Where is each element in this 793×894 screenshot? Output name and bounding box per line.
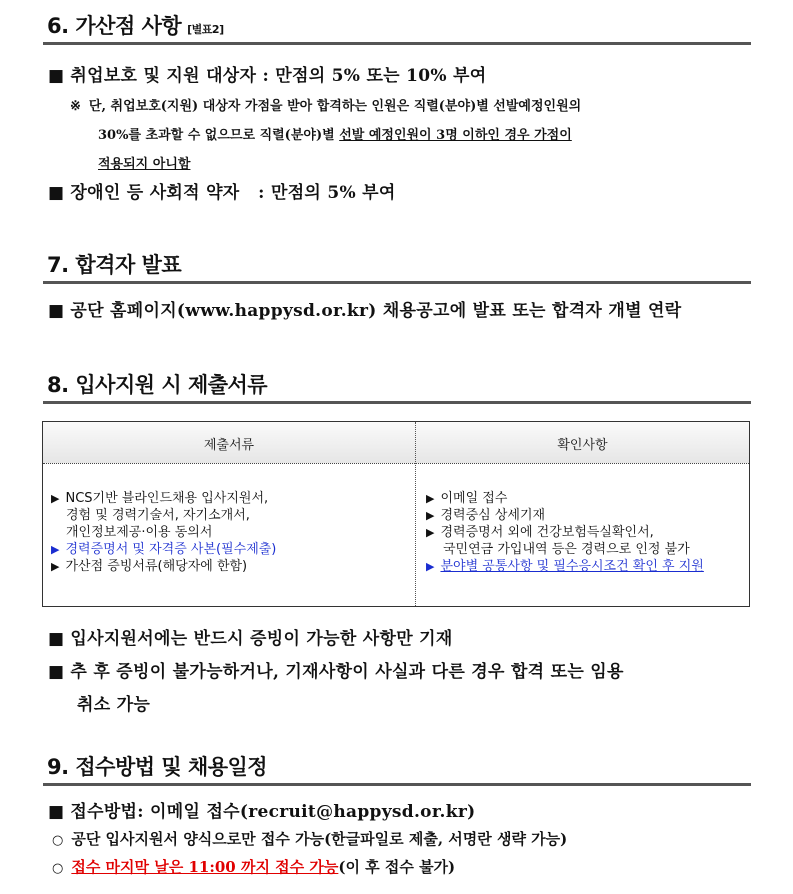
checklist-cell: [426, 490, 704, 575]
list-item: ▶ NCS기반 블라인드채용 입사지원서,: [51, 491, 269, 506]
list-item-continued: 개인정보제공·이용 동의서: [66, 525, 213, 540]
documents-note-2-continued: 취소 가능: [77, 695, 151, 715]
circle-bullet-icon: ○: [52, 833, 64, 848]
list-item: ▶ 경력중심 상세기재: [426, 508, 546, 523]
section-6-title: 6. 가산점 사항 [별표2]: [47, 14, 224, 38]
table-header-documents: 제출서류: [203, 438, 255, 453]
bonus-item-disadvantaged: ■ 장애인 등 사회적 약자 : 만점의 5% 부여: [48, 183, 396, 203]
list-item: ▶ 가산점 증빙서류(해당자에 한함): [51, 559, 248, 574]
triangle-bullet-icon: ▶: [426, 560, 435, 573]
square-bullet-icon: ■: [48, 301, 65, 321]
triangle-bullet-icon: ▶: [426, 509, 435, 522]
circle-bullet-icon: ○: [52, 861, 64, 876]
appendix-tag: [별표2]: [187, 23, 224, 36]
triangle-bullet-icon: ▶: [51, 543, 60, 556]
list-item: ▶ 이메일 접수: [426, 491, 508, 506]
triangle-bullet-icon: ▶: [426, 492, 435, 505]
section-7-title: 7. 합격자 발표: [47, 253, 182, 277]
application-method: ■ 접수방법: 이메일 접수(recruit@happysd.or.kr): [48, 802, 476, 822]
table-header-row: [43, 422, 749, 464]
announcement-item: ■ 공단 홈페이지(www.happysd.or.kr) 채용공고에 발표 또는 합격자 개별 연락: [48, 301, 682, 321]
triangle-bullet-icon: ▶: [51, 560, 60, 573]
application-deadline-note: ○ 접수 마지막 날은 11:00 까지 접수 가능(이 후 접수 불가): [52, 858, 456, 876]
section-8-rule: [43, 401, 751, 404]
section-9-title: 9. 접수방법 및 채용일정: [47, 755, 268, 779]
square-bullet-icon: ■: [48, 802, 65, 822]
list-item-required: ▶ 경력증명서 및 자격증 사본(필수제출): [51, 542, 277, 557]
documents-note-1: ■ 입사지원서에는 반드시 증빙이 가능한 사항만 기재: [48, 629, 453, 649]
triangle-bullet-icon: ▶: [51, 492, 60, 505]
square-bullet-icon: ■: [48, 629, 65, 649]
list-item-continued: 국민연금 가입내역 등은 경력으로 인정 불가: [443, 542, 690, 557]
documents-cell: [51, 490, 276, 575]
list-item: ▶ 경력증명서 외에 건강보험득실확인서,: [426, 525, 654, 540]
square-bullet-icon: ■: [48, 183, 65, 203]
bonus-note-line-2: 30%를 초과할 수 없으므로 직렬(분야)별 선발 예정인원이 3명 이하인 경우 가점이: [98, 128, 572, 143]
square-bullet-icon: ■: [48, 66, 65, 86]
list-item-continued: 경험 및 경력기술서, 자기소개서,: [66, 508, 250, 523]
list-item-notice: ▶ 분야별 공통사항 및 필수응시조건 확인 후 지원: [426, 559, 704, 574]
documents-note-2: ■ 추 후 증빙이 불가능하거나, 기재사항이 사실과 다른 경우 합격 또는 임용: [48, 662, 624, 682]
table-column-divider: [415, 422, 416, 606]
section-7-rule: [43, 281, 751, 284]
triangle-bullet-icon: ▶: [426, 526, 435, 539]
bonus-note-line-1: ※ 단, 취업보호(지원) 대상자 가점을 받아 합격하는 인원은 직렬(분야)별 선발예정인원의: [70, 99, 582, 114]
section-8-title: 8. 입사지원 시 제출서류: [47, 373, 268, 397]
application-format-note: ○ 공단 입사지원서 양식으로만 접수 가능(한글파일로 제출, 서명란 생략 가능): [52, 830, 568, 848]
table-header-checklist: 확인사항: [557, 438, 608, 453]
bonus-note-line-3: 적용되지 아니함: [98, 157, 191, 172]
documents-table: [42, 421, 750, 607]
bonus-item-employment-protection: ■ 취업보호 및 지원 대상자 : 만점의 5% 또는 10% 부여: [48, 66, 487, 86]
deadline-highlight: 접수 마지막 날은 11:00 까지 접수 가능: [71, 858, 339, 876]
section-6-rule: [43, 42, 751, 45]
section-9-rule: [43, 783, 751, 786]
square-bullet-icon: ■: [48, 662, 65, 682]
